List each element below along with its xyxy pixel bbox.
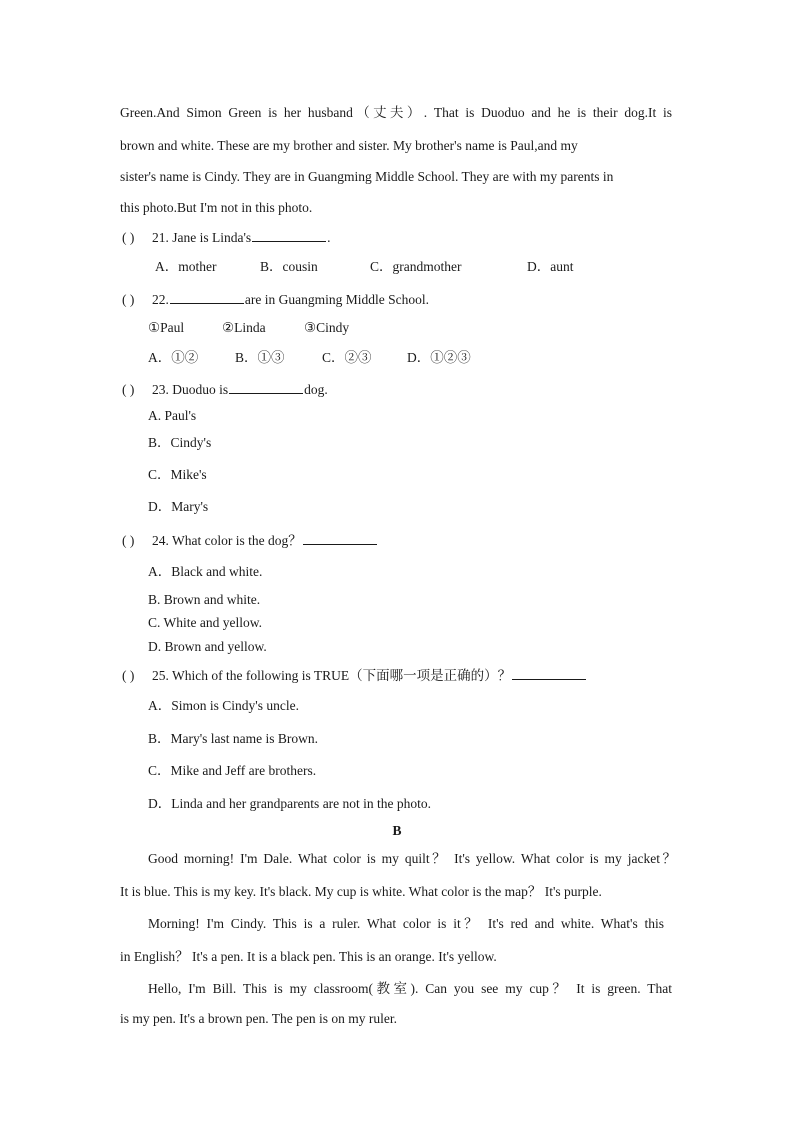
passage-b-line: is my pen. It's a brown pen. The pen is on my ruler. (120, 1011, 398, 1026)
option-a: A．Black and white. (148, 564, 263, 579)
option-a: A. Paul's (148, 408, 197, 423)
answer-paren[interactable]: ( ) (122, 292, 135, 307)
answer-paren[interactable]: ( ) (122, 382, 135, 397)
option-c: C．grandmother (370, 259, 462, 274)
choice-1: ①Paul (148, 320, 185, 335)
option-b: B. Brown and white. (148, 592, 261, 607)
passage-b-line: in English？ It's a pen. It is a black pen. This is an orange. It's yellow. (120, 949, 497, 964)
answer-blank[interactable] (512, 666, 586, 680)
option-a: A．Simon is Cindy's uncle. (148, 698, 299, 713)
option-d: D．Linda and her grandparents are not in the photo. (148, 796, 432, 811)
option-c: C．②③ (322, 350, 372, 365)
question-stem: 25. Which of the following is TRUE（下面哪一项是正确的）？ (152, 668, 512, 683)
passage-a-line: Green.And Simon Green is her husband（丈夫）. That is Duoduo and he is their dog.It is (120, 105, 672, 120)
question-24 (122, 531, 378, 550)
section-heading: B (392, 823, 402, 838)
question-23 (122, 380, 328, 399)
option-b: B．Mary's last name is Brown. (148, 731, 319, 746)
option-c: C. White and yellow. (148, 615, 262, 630)
option-b: B．①③ (235, 350, 285, 365)
answer-blank[interactable] (252, 228, 326, 242)
passage-b-line: It is blue. This is my key. It's black. My cup is white. What color is the map？ It's purple. (120, 884, 602, 899)
question-stem: 22. (152, 292, 169, 307)
question-stem: 24. What color is the dog？ (152, 533, 302, 548)
question-stem-end: are in Guangming Middle School. (244, 292, 429, 307)
question-stem: 23. Duoduo is (152, 382, 229, 397)
option-d: D．Mary's (148, 499, 209, 514)
choice-2: ②Linda (222, 320, 266, 335)
answer-paren[interactable]: ( ) (122, 668, 135, 683)
option-c: C．Mike's (148, 467, 207, 482)
passage-b-line: Hello, I'm Bill. This is my classroom(教室). Can you see my cup？ It is green. That (148, 981, 672, 996)
answer-blank[interactable] (229, 380, 303, 394)
option-a: A．mother (155, 259, 217, 274)
option-b: B．Cindy's (148, 435, 212, 450)
option-d: D．①②③ (407, 350, 471, 365)
option-c: C．Mike and Jeff are brothers. (148, 763, 317, 778)
answer-blank[interactable] (170, 290, 244, 304)
passage-a-line: brown and white. These are my brother and sister. My brother's name is Paul,and my (120, 138, 578, 153)
option-a: A．①② (148, 350, 199, 365)
passage-b-line: Good morning! I'm Dale. What color is my quilt？ It's yellow. What color is my jacket？ (148, 851, 676, 866)
passage-b-line: Morning! I'm Cindy. This is a ruler. What color is it？ It's red and white. What's this (148, 916, 664, 931)
question-stem: 21. Jane is Linda's (152, 230, 252, 245)
option-d: D．aunt (527, 259, 574, 274)
answer-blank[interactable] (303, 531, 377, 545)
question-stem-end: . (327, 230, 331, 245)
passage-a-line: this photo.But I'm not in this photo. (120, 200, 313, 215)
passage-a-line: sister's name is Cindy. They are in Guangming Middle School. They are with my parents in (120, 169, 614, 184)
question-25 (122, 666, 587, 685)
option-b: B．cousin (260, 259, 318, 274)
question-22 (122, 290, 429, 309)
answer-paren[interactable]: ( ) (122, 533, 135, 548)
option-d: D. Brown and yellow. (148, 639, 267, 654)
question-stem-end: dog. (304, 382, 328, 397)
choice-3: ③Cindy (304, 320, 350, 335)
question-21 (122, 228, 331, 247)
answer-paren[interactable]: ( ) (122, 230, 135, 245)
